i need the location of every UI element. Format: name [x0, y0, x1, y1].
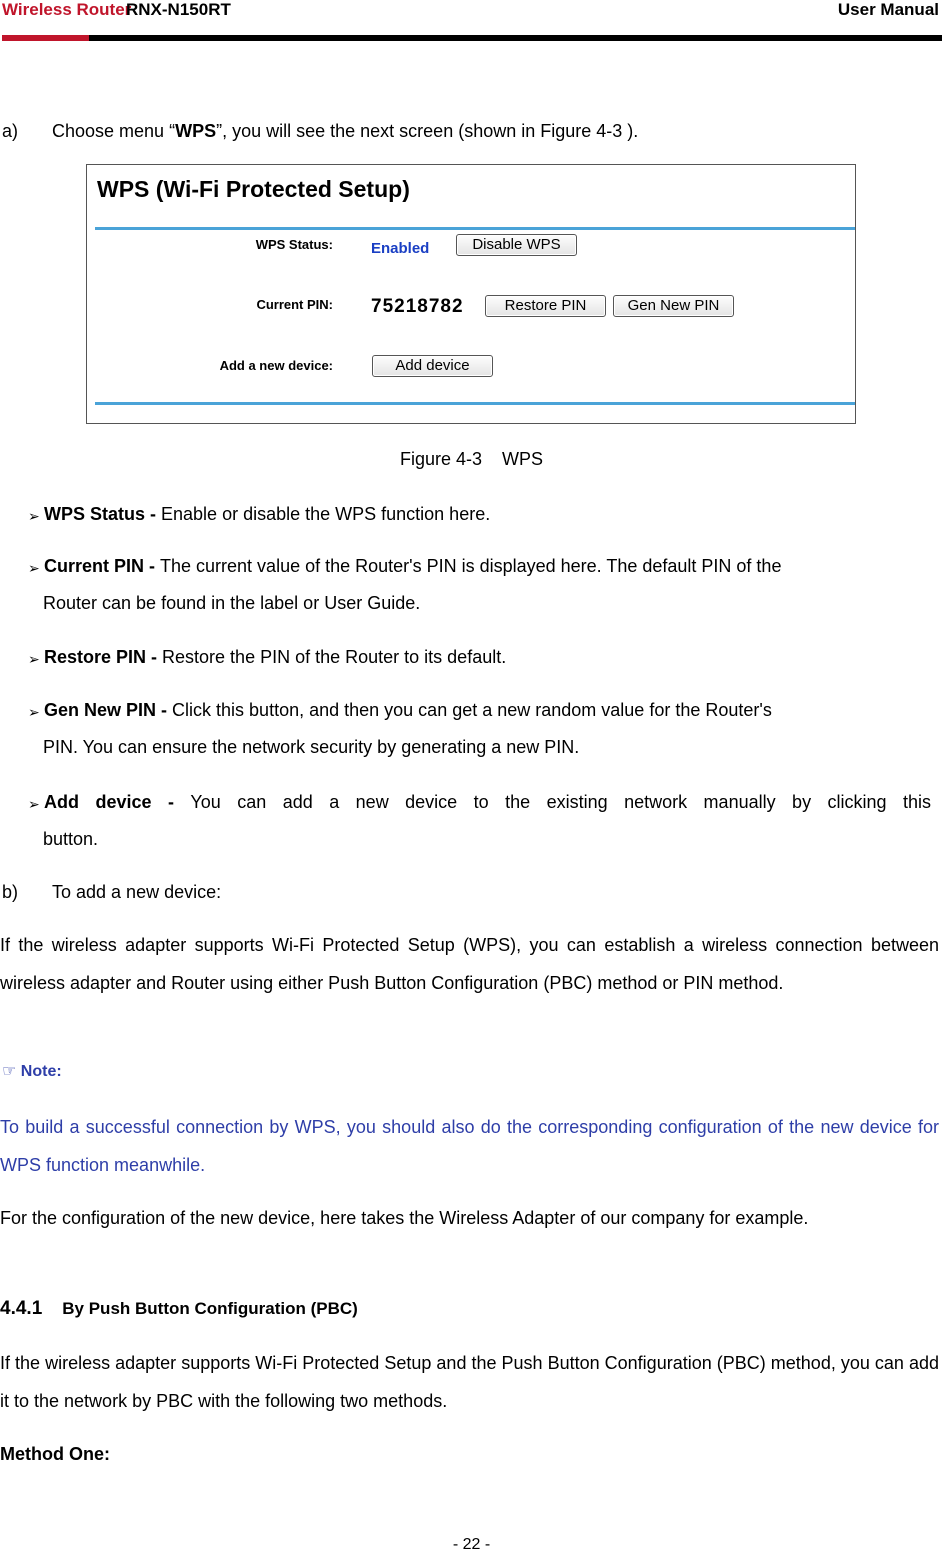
step-b-text: To add a new device:: [52, 882, 222, 902]
bullet-text: Enable or disable the WPS function here.: [161, 504, 491, 524]
gen-new-pin-button[interactable]: Gen New PIN: [613, 295, 734, 317]
step-a-text: [52, 120, 638, 142]
step-b-marker: b): [2, 882, 19, 902]
config-paragraph: For the configuration of the new device, here takes the Wireless Adapter of our company for example.: [0, 1208, 809, 1228]
note-text: To build a successful connection by WPS, you should also do the corresponding configuration of the new device for WPS function meanwhile.: [0, 1117, 939, 1175]
note-heading: [2, 1061, 62, 1083]
bullet-marker: ➢: [28, 651, 40, 667]
step-a-menu: WPS: [175, 121, 217, 141]
panel-top-divider: [95, 227, 855, 230]
wps-screenshot: [86, 164, 856, 424]
bullet-text-continued: button.: [43, 829, 99, 849]
section-number: 4.4.1: [0, 1298, 43, 1319]
bullet-term: Gen New PIN -: [44, 700, 173, 720]
step-a-suffix: ”, you will see the next screen (shown in Figure 4-3 ).: [216, 121, 639, 141]
pbc-paragraph: If the wireless adapter supports Wi-Fi Protected Setup and the Push Button Configuration (PBC) method, you can add it to the network by PBC with the following two methods.: [0, 1353, 939, 1411]
note-label: Note:: [20, 1063, 62, 1080]
header-rule-black: [89, 35, 942, 41]
page-number: - 22 -: [452, 1536, 491, 1553]
pointing-hand-icon: ☞: [2, 1063, 17, 1080]
bullet-text-continued: PIN. You can ensure the network security by generating a new PIN.: [43, 737, 580, 757]
bullet-text: The current value of the Router's PIN is displayed here. The default PIN of the: [160, 556, 782, 576]
add-device-button[interactable]: Add device: [372, 355, 493, 377]
header-rule-red: [2, 35, 89, 41]
section-heading: [0, 1298, 358, 1321]
wps-panel-title: WPS (Wi-Fi Protected Setup): [97, 176, 410, 202]
bullet-term: Add device -: [44, 792, 191, 812]
bullet-term: Restore PIN -: [44, 647, 163, 667]
wps-intro-paragraph: If the wireless adapter supports Wi-Fi Protected Setup (WPS), you can establish a wireless connection between wireless adapter and Router using either Push Button Configuration (PBC) method or PIN method.: [0, 935, 939, 993]
add-device-label: Add a new device:: [219, 358, 333, 373]
bullet-current-pin: [44, 555, 781, 577]
section-title: By Push Button Configuration (PBC): [62, 1299, 358, 1318]
bullet-text-continued: Router can be found in the label or User Guide.: [43, 593, 421, 613]
wps-status-value: Enabled: [371, 240, 430, 257]
bullet-marker: ➢: [28, 508, 40, 524]
bullet-text: You can add a new device to the existing network manually by clicking this: [190, 792, 932, 812]
method-one-label: Method One:: [0, 1444, 110, 1464]
current-pin-value: 75218782: [371, 296, 464, 317]
panel-bottom-divider: [95, 402, 855, 405]
bullet-wps-status: [44, 503, 490, 525]
wps-status-label: WPS Status:: [255, 237, 333, 252]
header-model: RNX-N150RT: [126, 0, 231, 19]
bullet-restore-pin: [44, 646, 506, 668]
bullet-marker: ➢: [28, 560, 40, 576]
header-brand: Wireless Router: [2, 0, 132, 19]
bullet-text: Restore the PIN of the Router to its default.: [162, 647, 507, 667]
bullet-marker: ➢: [28, 704, 40, 720]
disable-wps-button[interactable]: Disable WPS: [456, 234, 577, 256]
step-a-prefix: Choose menu “: [52, 121, 176, 141]
step-a-marker: a): [2, 121, 19, 141]
bullet-text: Click this button, and then you can get a new random value for the Router's: [172, 700, 772, 720]
bullet-term: WPS Status -: [44, 504, 162, 524]
bullet-marker: ➢: [28, 796, 40, 812]
figure-caption: Figure 4-3 WPS: [399, 449, 544, 469]
bullet-gen-new-pin: [44, 699, 772, 721]
restore-pin-button[interactable]: Restore PIN: [485, 295, 606, 317]
current-pin-label: Current PIN:: [256, 297, 333, 312]
bullet-term: Current PIN -: [44, 556, 161, 576]
bullet-add-device: [44, 791, 931, 813]
header-manual: User Manual: [837, 0, 939, 19]
